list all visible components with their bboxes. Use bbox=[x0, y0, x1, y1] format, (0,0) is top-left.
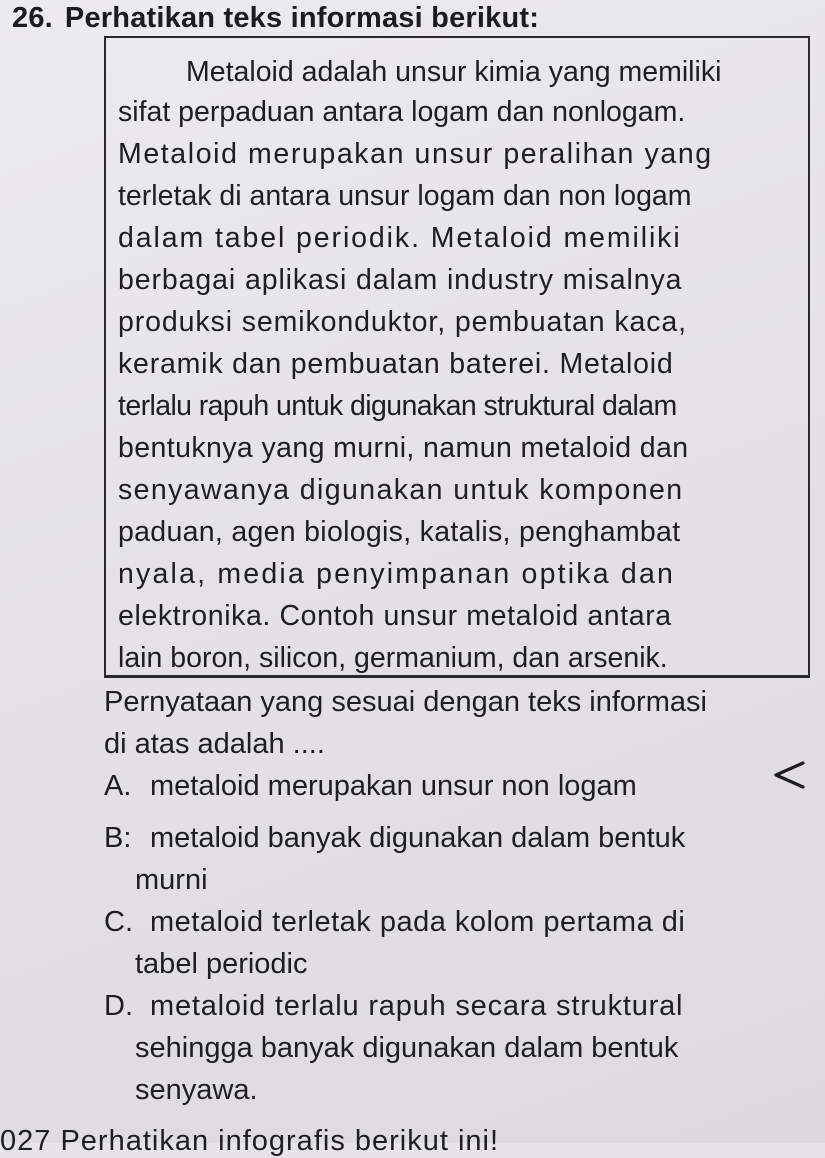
option-c-text-line-1[interactable]: metaloid terletak pada kolom pertama di bbox=[150, 906, 686, 938]
info-line-9: terlalu rapuh untuk digunakan struktural dalam bbox=[118, 390, 677, 422]
info-line-10: bentuknya yang murni, namun metaloid dan bbox=[118, 432, 689, 464]
question-title bbox=[12, 2, 539, 35]
answer-check-mark-icon bbox=[770, 760, 806, 790]
option-d-text-line-1[interactable]: metaloid terlalu rapuh secara struktural bbox=[150, 990, 684, 1022]
option-b-letter[interactable]: B: bbox=[104, 822, 132, 854]
info-line-14: elektronika. Contoh unsur metaloid antara bbox=[118, 600, 672, 632]
info-line-13: nyala, media penyimpanan optika dan bbox=[118, 558, 676, 590]
option-d-text-line-3[interactable]: senyawa. bbox=[135, 1074, 258, 1106]
info-line-12: paduan, agen biologis, katalis, penghambat bbox=[118, 516, 681, 548]
option-c-letter[interactable]: C. bbox=[104, 906, 133, 938]
info-line-5: dalam tabel periodik. Metaloid memiliki bbox=[118, 222, 682, 254]
info-line-4: terletak di antara unsur logam dan non logam bbox=[118, 180, 692, 212]
question-number: 26. bbox=[12, 2, 53, 34]
info-line-2: sifat perpaduan antara logam dan nonlogam. bbox=[118, 96, 686, 128]
info-line-1: Metaloid adalah unsur kimia yang memiliki bbox=[186, 56, 722, 88]
info-line-15: lain boron, silicon, germanium, dan arsenik. bbox=[118, 642, 668, 674]
question-prompt-line-1: Pernyataan yang sesuai dengan teks informasi bbox=[104, 686, 707, 718]
info-line-8: keramik dan pembuatan baterei. Metaloid bbox=[118, 348, 674, 380]
option-d-text-line-2[interactable]: sehingga banyak digunakan dalam bentuk bbox=[135, 1032, 679, 1064]
info-line-6: berbagai aplikasi dalam industry misalnya bbox=[118, 264, 683, 296]
option-a-letter[interactable]: A. bbox=[104, 770, 132, 802]
option-b-text-line-1[interactable]: metaloid banyak digunakan dalam bentuk bbox=[150, 822, 686, 854]
info-line-7: produksi semikonduktor, pembuatan kaca, bbox=[118, 306, 687, 338]
option-a-text[interactable]: metaloid merupakan unsur non logam bbox=[150, 770, 637, 802]
question-prompt-line-2: di atas adalah .... bbox=[104, 728, 325, 760]
next-question-cutoff-text: 027 Perhatikan infografis berikut ini! bbox=[0, 1125, 500, 1157]
option-b-text-line-2[interactable]: murni bbox=[135, 864, 208, 896]
info-line-11: senyawanya digunakan untuk komponen bbox=[118, 474, 684, 506]
option-d-letter[interactable]: D. bbox=[104, 990, 133, 1022]
question-instruction: Perhatikan teks informasi berikut: bbox=[64, 2, 540, 34]
option-c-text-line-2[interactable]: tabel periodic bbox=[135, 948, 308, 980]
info-line-3: Metaloid merupakan unsur peralihan yang bbox=[118, 138, 713, 170]
